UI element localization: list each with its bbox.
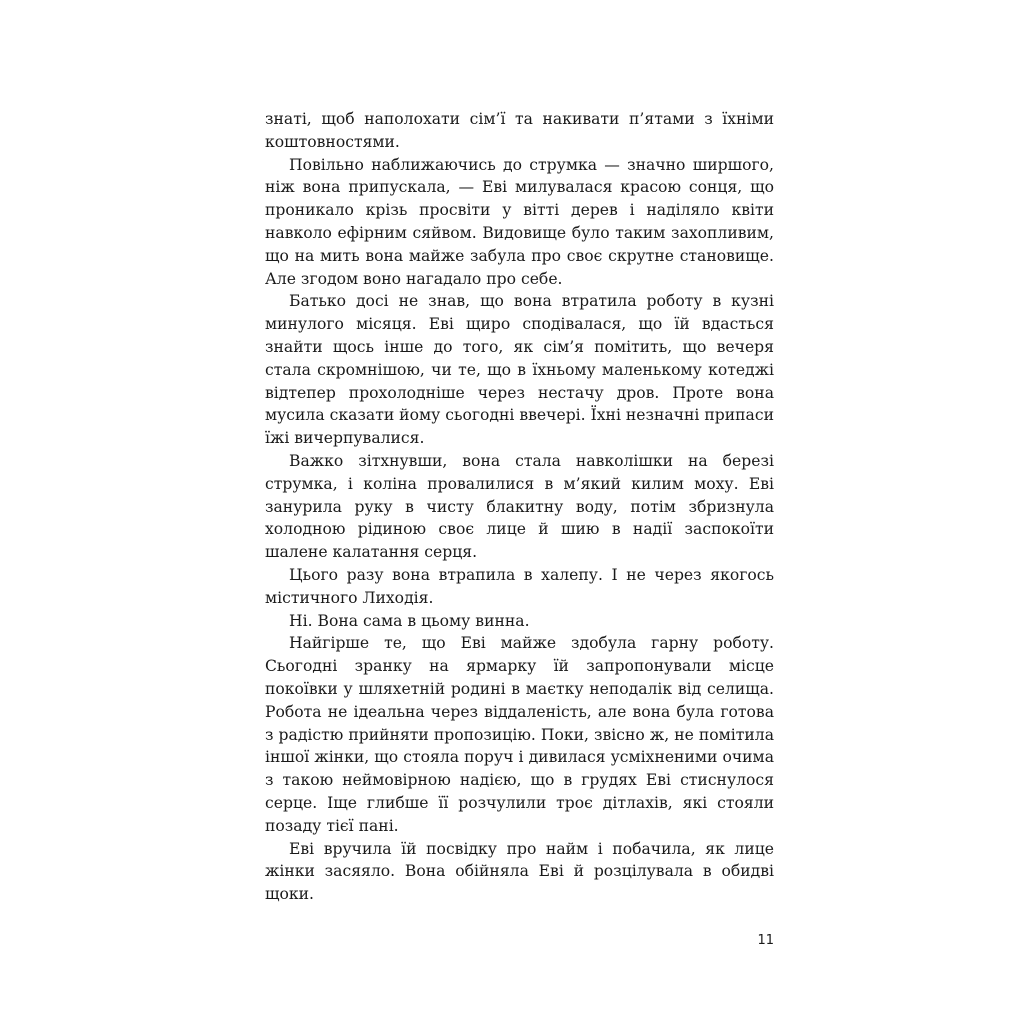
paragraph-4: Важко зітхнувши, вона стала навколішки на березі струмка, і коліна провалилися в м’який килим моху. Еві занурила руку в чисту блакитну воду, потім збризнула холодною рідиною своє лице й шию в надії заспокоїти шалене калатання серця. <box>265 451 774 562</box>
paragraph-1: знаті, щоб наполохати сім’ї та накивати п’ятами з їхніми коштовностями. <box>265 110 774 151</box>
paragraph-3: Батько досі не знав, що вона втратила роботу в кузні минулого місяця. Еві щиро сподівалася, що їй вдасться знайти щось інше до того, як сім’я помітить, що вечеря стала скромнішою, чи те, що в їхньому маленькому котеджі відтепер прохолодніше через нестачу дров. Проте вона мусила сказати йому сьогодні ввечері. Їхні незначні припаси їжі вичерпувалися. <box>265 292 774 448</box>
page-number: 11 <box>757 933 774 948</box>
page-body <box>265 108 774 906</box>
paragraph-6: Ні. Вона сама в цьому винна. <box>289 611 530 630</box>
paragraph-5: Цього разу вона втрапила в халепу. І не через якогось містичного Лиходія. <box>265 565 774 607</box>
paragraph-8: Еві вручила їй посвідку про найм і побачила, як лице жінки засяяло. Вона обійняла Еві й розцілувала в обидві щоки. <box>265 839 774 904</box>
paragraph-2: Повільно наближаючись до струмка — значно ширшого, ніж вона припускала, — Еві милувалася красою сонця, що проникало крізь просвіти у вітті дерев і наділяло квіти навколо ефірним сяйвом. Видовище було таким захопливим, що на мить вона майже забула про своє скрутне становище. Але згодом воно нагадало про себе. <box>265 155 774 288</box>
paragraph-7: Найгірше те, що Еві майже здобула гарну роботу. Сьогодні зранку на ярмарку їй запропонували місце покоївки у шляхетній родині в маєтку неподалік від селища. Робота не ідеальна через віддаленість, але вона була готова з радістю прийняти пропозицію. Поки, звісно ж, не помітила іншої жінки, що стояла поруч і дивилася усміхненими очима з такою неймовірною надією, що в грудях Еві стиснулося серце. Іще глибше її розчулили троє дітлахів, які стояли позаду тієї пані. <box>265 634 774 835</box>
